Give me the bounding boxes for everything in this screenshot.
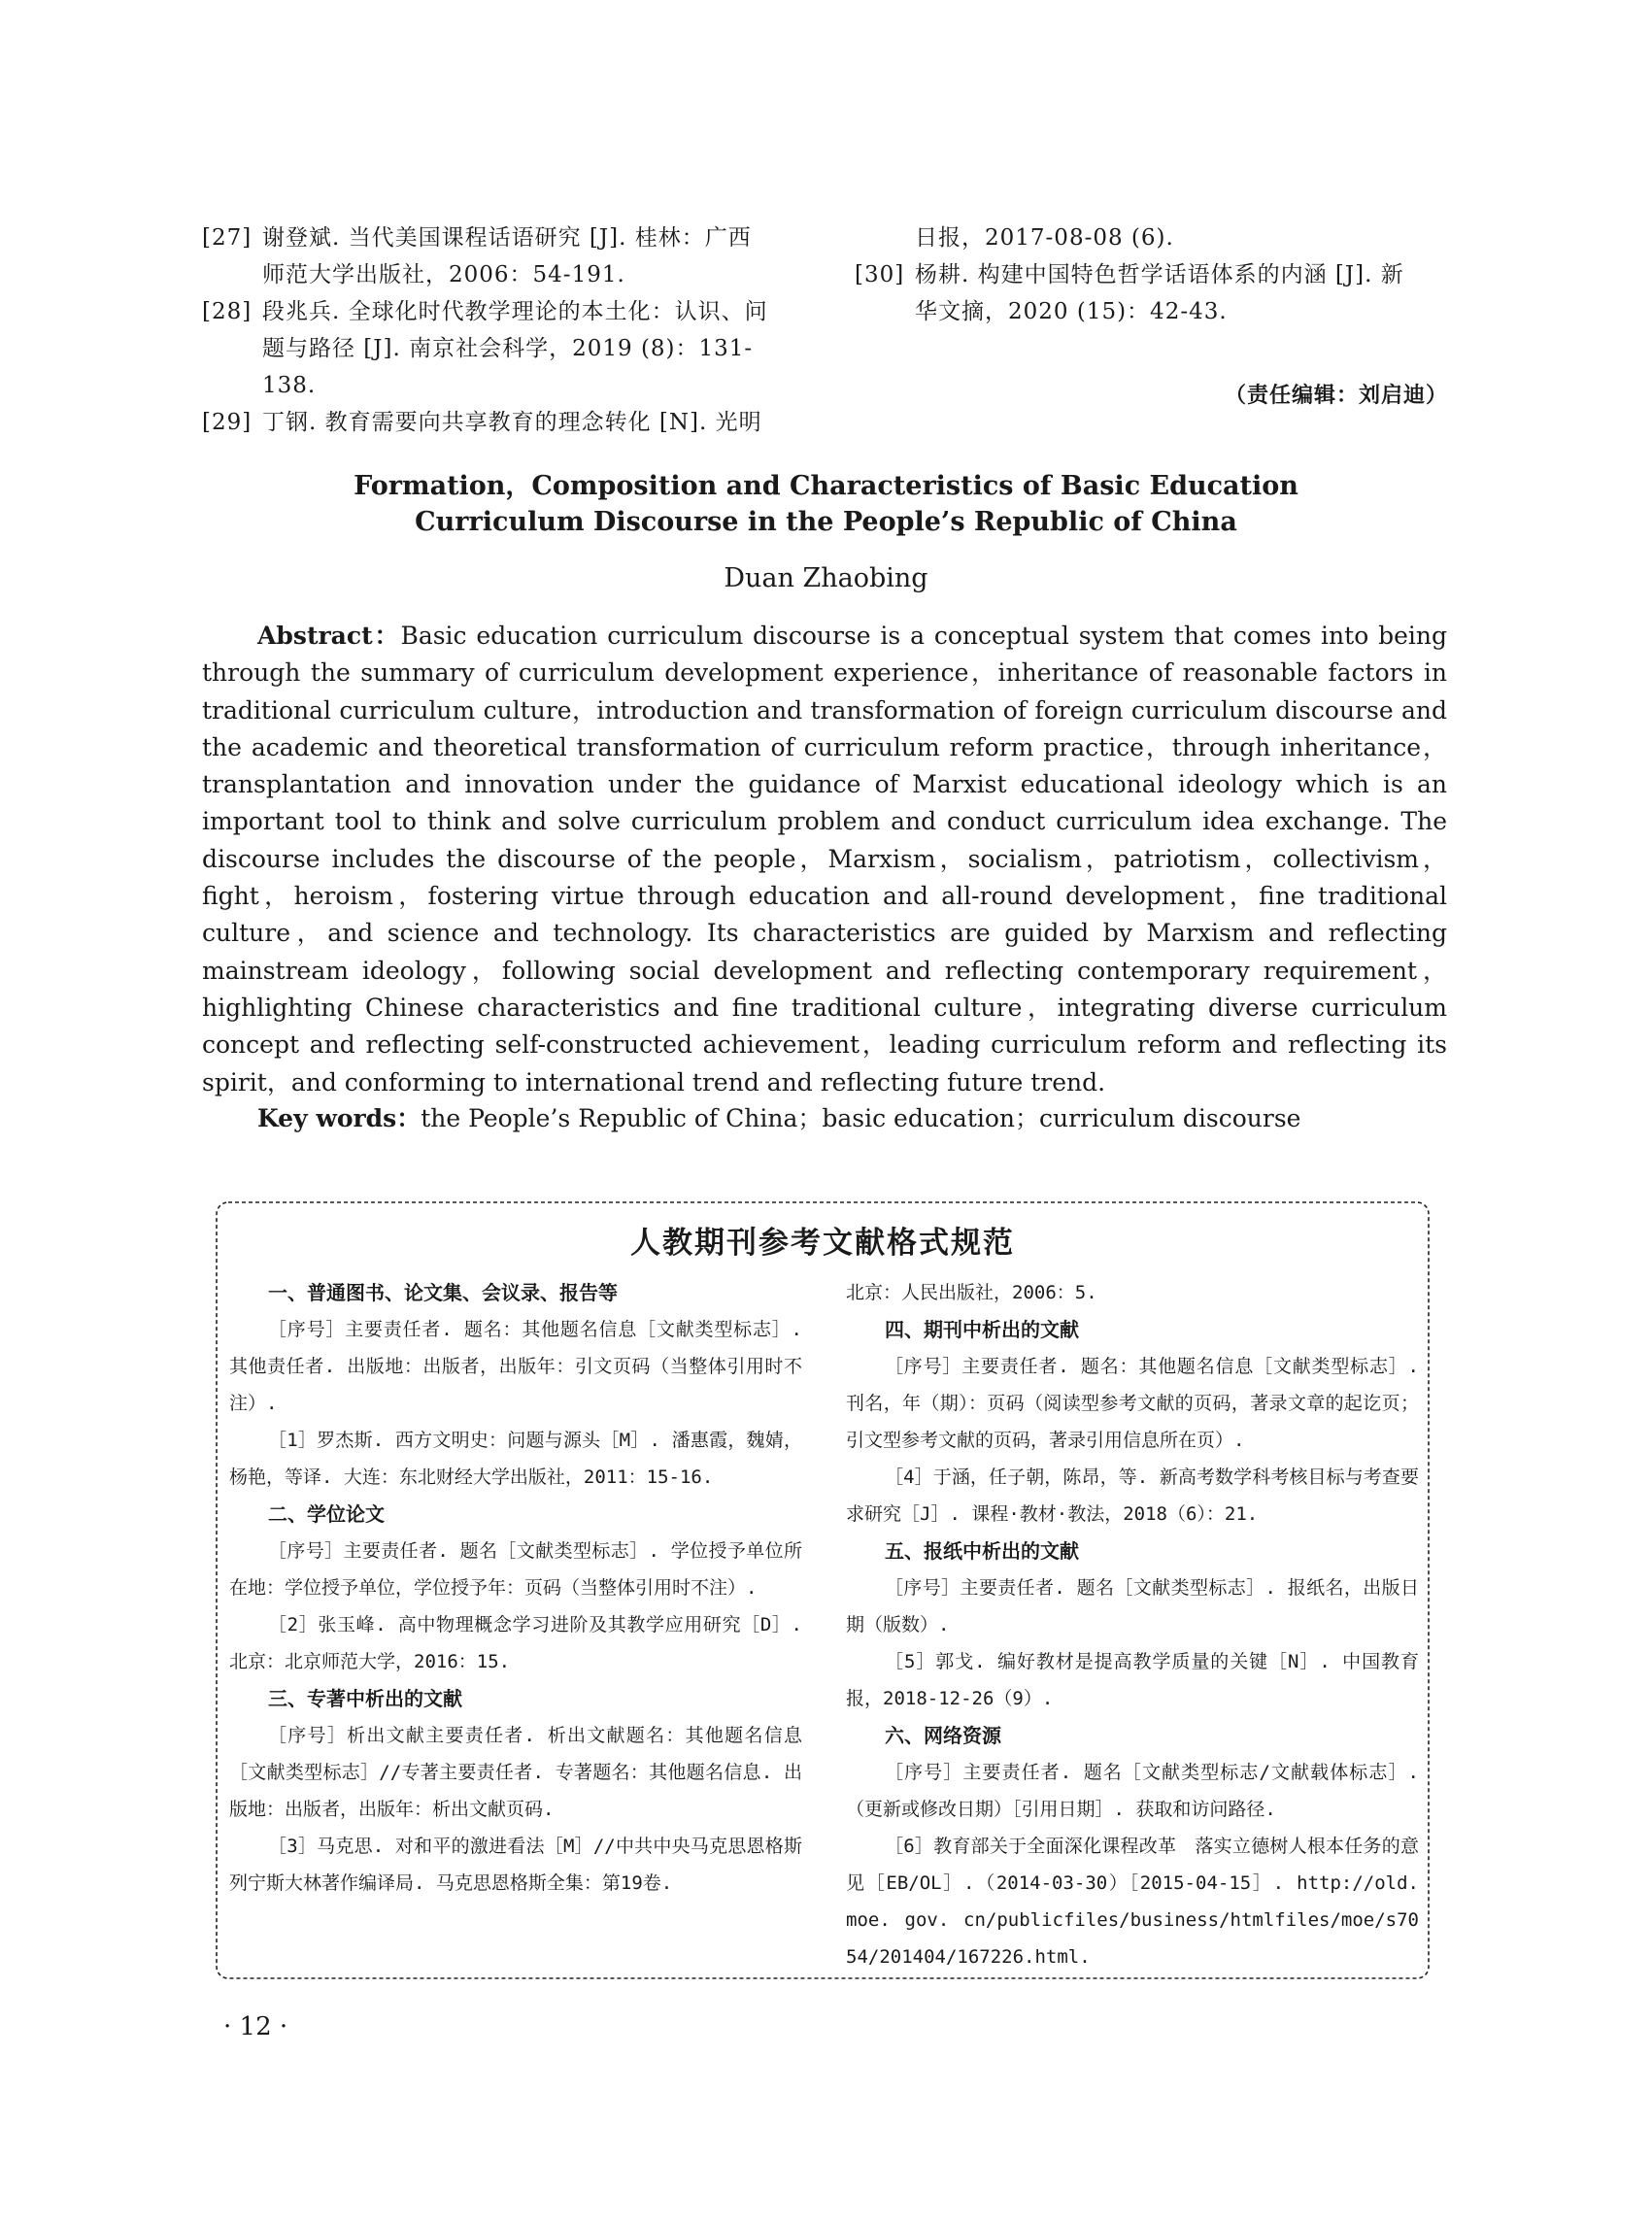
reference-number: [28] [202,299,253,324]
keywords-text: the People’s Republic of China；basic education；curriculum discourse [421,1104,1301,1132]
format-example: ［6］教育部关于全面深化课程改革 落实立德树人根本任务的意见［EB/OL］.（2014-03-30）［2015-04-15］. http://old. moe. gov. cn/publicfiles/business/htmlfiles/moe/s7054/201404/167226.html. [846,1836,1419,1968]
reference-29-continued [855,219,1457,256]
article-author: Duan Zhaobing [724,563,928,593]
section-heading: 一、普通图书、论文集、会议录、报告等 [268,1281,618,1304]
format-rule: ［序号］析出文献主要责任者. 析出文献题名：其他题名信息［文献类型标志］//专著主要责任者. 专著题名：其他题名信息. 出版地：出版者，出版年：析出文献页码. [229,1725,802,1820]
format-example: ［1］罗杰斯. 西方文明史：问题与源头［M］. 潘惠霞，魏婧，杨艳，等译. 大连：东北财经大学出版社，2011：15-16. [229,1430,802,1488]
reference-text: 丁钢. 教育需要向共享教育的理念转化 [N]. 光明 [262,410,762,435]
reference-30 [855,256,1457,330]
responsible-editor: （责任编辑：刘启迪） [1224,384,1448,408]
box-title: 人教期刊参考文献格式规范 [630,1226,1015,1261]
reference-text-cont: 师范大学出版社，2006：54-191. [262,262,625,287]
keywords-label: Key words： [257,1104,421,1132]
section-heading: 二、学位论文 [268,1502,385,1526]
format-example-cont: 北京：人民出版社，2006：5. [846,1282,1097,1303]
abstract-label: Abstract： [257,622,401,650]
reference-number: [30] [855,262,905,287]
box-left-column [229,1274,802,1902]
reference-format-box [215,1200,1431,1980]
format-rule: ［序号］主要责任者. 题名：其他题名信息［文献类型标志］. 刊名，年（期）：页码（阅读型参考文献的页码，著录文章的起讫页；引文型参考文献的页码，著录引用信息所在页）. [846,1356,1419,1451]
reference-text: 杨耕. 构建中国特色哲学话语体系的内涵 [J]. 新 [915,262,1404,287]
format-example: ［5］郭戈. 编好教材是提高教学质量的关键［N］. 中国教育报，2018-12-26（9）. [846,1651,1419,1709]
reference-number: [27] [202,225,253,251]
abstract-text: Basic education curriculum discourse is a conceptual system that comes into being through the summary of curriculum development experience，inheritance of reasonable factors in traditional curriculum culture，introduction and transformation of foreign curriculum discourse and the academic and theoretical transformation of curriculum reform practice，through inheritance，transplantation and innovation under the guidance of Marxist educational ideology which is an important tool to think and solve curriculum problem and conduct curriculum idea exchange. The discourse includes the discourse of the people，Marxism，socialism，patriotism，collectivism，fight，heroism，fostering virtue through education and all-round development，fine traditional culture，and science and technology. Its characteristics are guided by Marxism and reflecting mainstream ideology，following social development and reflecting contemporary requirement，highlighting Chinese characteristics and fine traditional culture，integrating diverse curriculum concept and reflecting self-constructed achievement，leading curriculum reform and reflecting its spirit，and conforming to international trend and reflecting future trend. [202,622,1447,1096]
reference-29 [202,404,804,441]
reference-text-cont: 华文摘，2020 (15)：42-43. [915,299,1228,324]
box-right-column [846,1274,1419,1975]
reference-28 [202,293,804,404]
format-rule: ［序号］主要责任者. 题名：其他题名信息［文献类型标志］. 其他责任者. 出版地：出版者，出版年：引文页码（当整体引用时不注）. [229,1319,802,1414]
format-example: ［4］于涵，任子朝，陈昂，等. 新高考数学科考核目标与考查要求研究［J］. 课程·教材·教法，2018（6）：21. [846,1466,1419,1525]
keywords [202,1099,1447,1134]
section-heading: 五、报纸中析出的文献 [885,1539,1079,1563]
reference-text: 谢登斌. 当代美国课程话语研究 [J]. 桂林：广西 [262,225,752,251]
reference-27 [202,219,804,293]
page-number: · 12 · [223,2012,288,2041]
format-rule: ［序号］主要责任者. 题名［文献类型标志/文献载体标志］.（更新或修改日期）［引用日期］. 获取和访问路径. [846,1762,1419,1820]
article-title-line-1: Formation，Composition and Characteristics of Basic Education [354,471,1298,501]
reference-number: [29] [202,410,253,435]
section-heading: 六、网络资源 [885,1724,1001,1747]
format-rule: ［序号］主要责任者. 题名［文献类型标志］. 学位授予单位所在地：学位授予单位，学位授予年：页码（当整体引用时不注）. [229,1540,802,1599]
references-left-column [202,219,804,441]
reference-text: 段兆兵. 全球化时代教学理论的本土化：认识、问 [262,299,768,324]
reference-text-cont: 题与路径 [J]. 南京社会科学，2019 (8)：131-138. [262,336,754,398]
section-heading: 四、期刊中析出的文献 [885,1318,1079,1341]
format-rule: ［序号］主要责任者. 题名［文献类型标志］. 报纸名，出版日期（版数）. [846,1577,1419,1635]
format-example: ［3］马克思. 对和平的激进看法［M］//中共中央马克思恩格斯列宁斯大林著作编译局. 马克思恩格斯全集：第19卷. [229,1836,802,1894]
article-title-line-2: Curriculum Discourse in the People’s Republic of China [415,507,1237,537]
section-heading: 三、专著中析出的文献 [268,1687,462,1710]
reference-text-cont: 日报，2017-08-08 (6). [915,225,1174,251]
abstract [202,618,1447,1101]
references-right-column [855,219,1457,330]
format-example: ［2］张玉峰. 高中物理概念学习进阶及其教学应用研究［D］. 北京：北京师范大学，2016：15. [229,1614,802,1672]
